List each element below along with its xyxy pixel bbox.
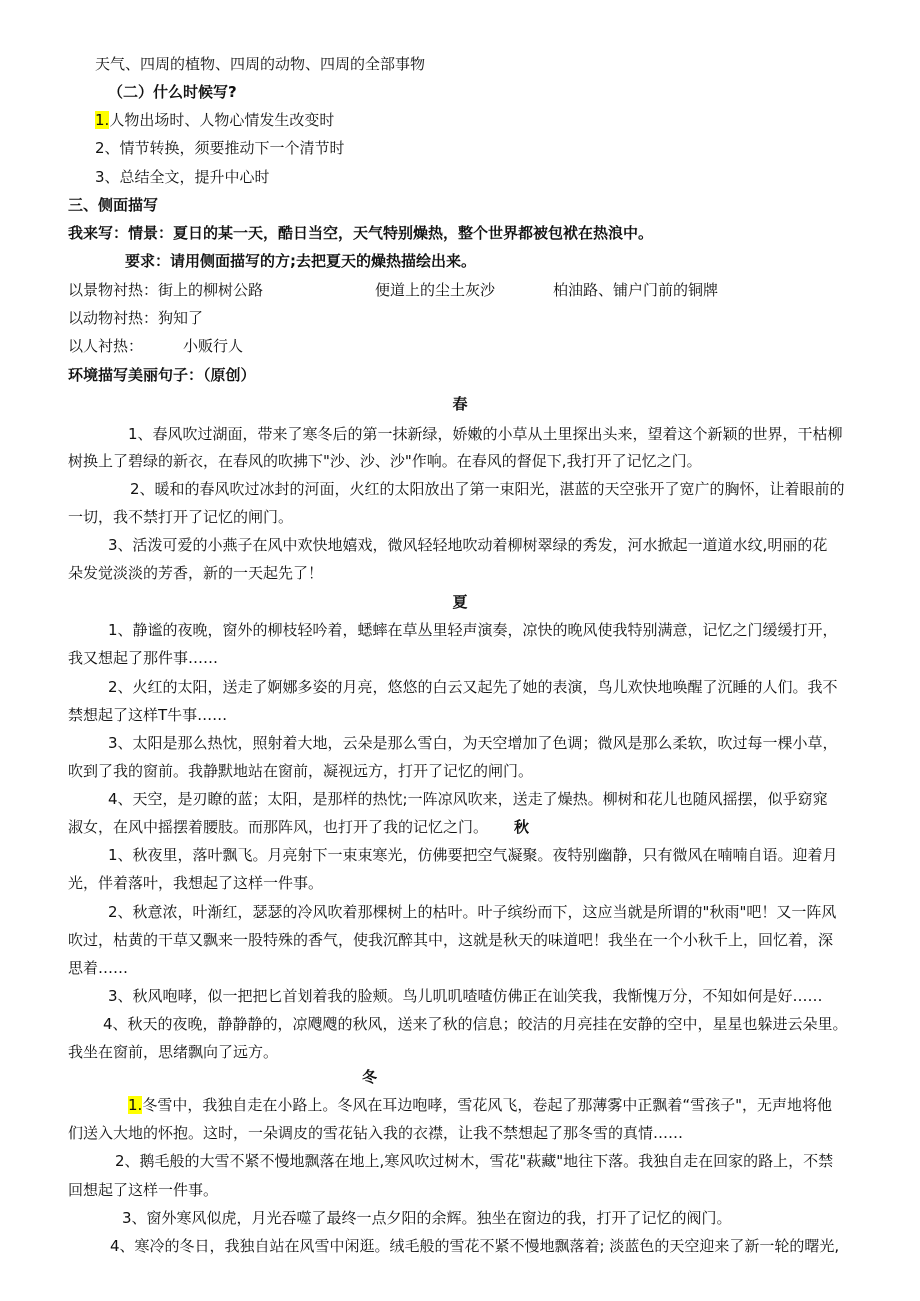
paragraph-line: 树换上了碧绿的新衣，在春风的吹拂下"沙、沙、沙"作响。在春风的督促下,我打开了记忆之门。 <box>68 452 702 470</box>
paragraph-line: 们送入大地的怀抱。这时，一朵调皮的雪花钻入我的衣襟，让我不禁想起了那冬雪的真情…… <box>68 1124 684 1142</box>
text-line: 柏油路、铺户门前的铜牌 <box>553 281 719 299</box>
season-heading-autumn: 秋 <box>514 818 530 836</box>
paragraph-line: 3、活泼可爱的小燕子在风中欢快地嬉戏，微风轻轻地吹动着柳树翠绿的秀发，河水掀起一道道水纹,明丽的花 <box>108 536 828 554</box>
paragraph-line: 我坐在窗前，思绪飘向了远方。 <box>68 1043 279 1061</box>
text-line: 以动物衬热：狗知了 <box>68 309 204 327</box>
paragraph-line: 2、鹅毛般的大雪不紧不慢地飘落在地上,寒风吹过树木，雪花"萩藏"地往下落。我独自走在回家的路上，不禁 <box>115 1152 834 1170</box>
paragraph-line: 1.冬雪中，我独自走在小路上。冬风在耳边咆哮，雪花风飞，卷起了那薄雾中正飘着“雪孩子"，无声地将他 <box>128 1096 832 1114</box>
paragraph-line: 2、暖和的春风吹过冰封的河面，火红的太阳放出了第一束阳光，湛蓝的天空张开了宽广的胸怀，让着眼前的 <box>130 480 845 498</box>
text-line: 天气、四周的植物、四周的动物、四周的全部事物 <box>95 55 426 73</box>
paragraph-line: 4、天空，是刃瞭的蓝；太阳，是那样的热忱;一阵凉风吹来，送走了燥热。柳树和花儿也随风摇摆，似乎窈窕 <box>108 790 828 808</box>
paragraph-line: 吹过，枯黄的干草又飘来一股特殊的香气，使我沉醉其中，这就是秋天的味道吧！我坐在一个小秋千上，回忆着，深 <box>68 931 834 949</box>
writing-prompt: 我来写：情景：夏日的某一天，酷日当空，天气特别燥热，整个世界都被包袱在热浪中。 <box>68 224 654 242</box>
paragraph-line: 3、秋风咆哮，似一把把匕首划着我的脸颊。鸟儿叽叽喳喳仿佛正在讪笑我，我惭愧万分，不知如何是好…… <box>108 987 823 1005</box>
paragraph-line: 4、寒冷的冬日，我独自站在风雪中闲逛。绒毛般的雪花不紧不慢地飘落着; 淡蓝色的天空迎来了新一轮的曙光, <box>110 1237 840 1255</box>
paragraph-line: 2、火红的太阳，送走了婀娜多姿的月亮，悠悠的白云又起先了她的表演，鸟儿欢快地唤醒了沉睡的人们。我不 <box>108 678 838 696</box>
paragraph-line: 回想起了这样一件事。 <box>68 1181 219 1199</box>
paragraph-line: 3、窗外寒风似虎，月光吞噬了最终一点夕阳的余辉。独坐在窗边的我，打开了记忆的阀门。 <box>122 1209 732 1227</box>
paragraph-line: 1、秋夜里，落叶飘飞。月亮射下一束束寒光，仿佛要把空气凝聚。夜特别幽静，只有微风在喃喃自语。迎着月 <box>108 846 838 864</box>
list-item: 1.人物出场时、人物心情发生改变时 <box>95 111 335 129</box>
section-heading: 三、侧面描写 <box>68 196 159 214</box>
paragraph-line: 淑女，在风中摇摆着腰肢。而那阵风，也打开了我的记忆之门。 <box>68 818 489 836</box>
section-heading: 环境描写美丽句子：（原创） <box>68 366 256 384</box>
list-item: 2、情节转换，须要推动下一个清节时 <box>95 139 345 157</box>
paragraph-line: 禁想起了这样T牛事…… <box>68 706 228 724</box>
highlight-number: 1. <box>95 111 110 129</box>
text-line: 以景物衬热：街上的柳树公路 <box>68 281 264 299</box>
text-line: 小贩行人 <box>183 337 244 355</box>
paragraph-line: 4、秋天的夜晚，静静静的，凉飕飕的秋风，送来了秋的信息；皎洁的月亮挂在安静的空中，星星也躲进云朵里。 <box>103 1015 848 1033</box>
list-item: 3、总结全文，提升中心时 <box>95 168 270 186</box>
season-heading-spring: 春 <box>452 395 468 413</box>
text-line: 便道上的尘土灰沙 <box>375 281 496 299</box>
paragraph-line: 光，伴着落叶，我想起了这样一件事。 <box>68 874 324 892</box>
highlight-number: 1. <box>128 1096 143 1114</box>
season-heading-summer: 夏 <box>452 593 468 611</box>
text-line: 以人衬热： <box>68 337 144 355</box>
paragraph-line: 3、太阳是那么热忱，照射着大地，云朵是那么雪白，为天空增加了色调；微风是那么柔软，吹过每一棵小草， <box>108 734 838 752</box>
paragraph-line: 思着…… <box>68 959 129 977</box>
paragraph-line: 我又想起了那件事…… <box>68 649 219 667</box>
paragraph-line: 吹到了我的窗前。我静默地站在窗前，凝视远方，打开了记忆的闸门。 <box>68 762 534 780</box>
paragraph-line: 2、秋意浓，叶渐红，瑟瑟的冷风吹着那棵树上的枯叶。叶子缤纷而下，这应当就是所谓的"秋雨"吧！又一阵风 <box>108 903 837 921</box>
writing-requirement: 要求：请用侧面描写的方;去把夏天的燥热描绘出来。 <box>125 252 477 270</box>
paragraph-line: 朵发觉淡淡的芳香，新的一天起先了！ <box>68 564 324 582</box>
season-heading-winter: 冬 <box>362 1068 378 1086</box>
paragraph-line: 一切，我不禁打开了记忆的闸门。 <box>68 508 294 526</box>
paragraph-line: 1、静谧的夜晚，窗外的柳枝轻吟着，蟋蟀在草丛里轻声演奏，凉快的晚风使我特别满意，记忆之门缓缓打开， <box>108 621 838 639</box>
paragraph-line: 1、春风吹过湖面，带来了寒冬后的第一抹新绿，娇嫩的小草从土里探出头来，望着这个新颖的世界，干枯柳 <box>128 425 843 443</box>
subheading-when: （二）什么时候写? <box>108 83 237 101</box>
